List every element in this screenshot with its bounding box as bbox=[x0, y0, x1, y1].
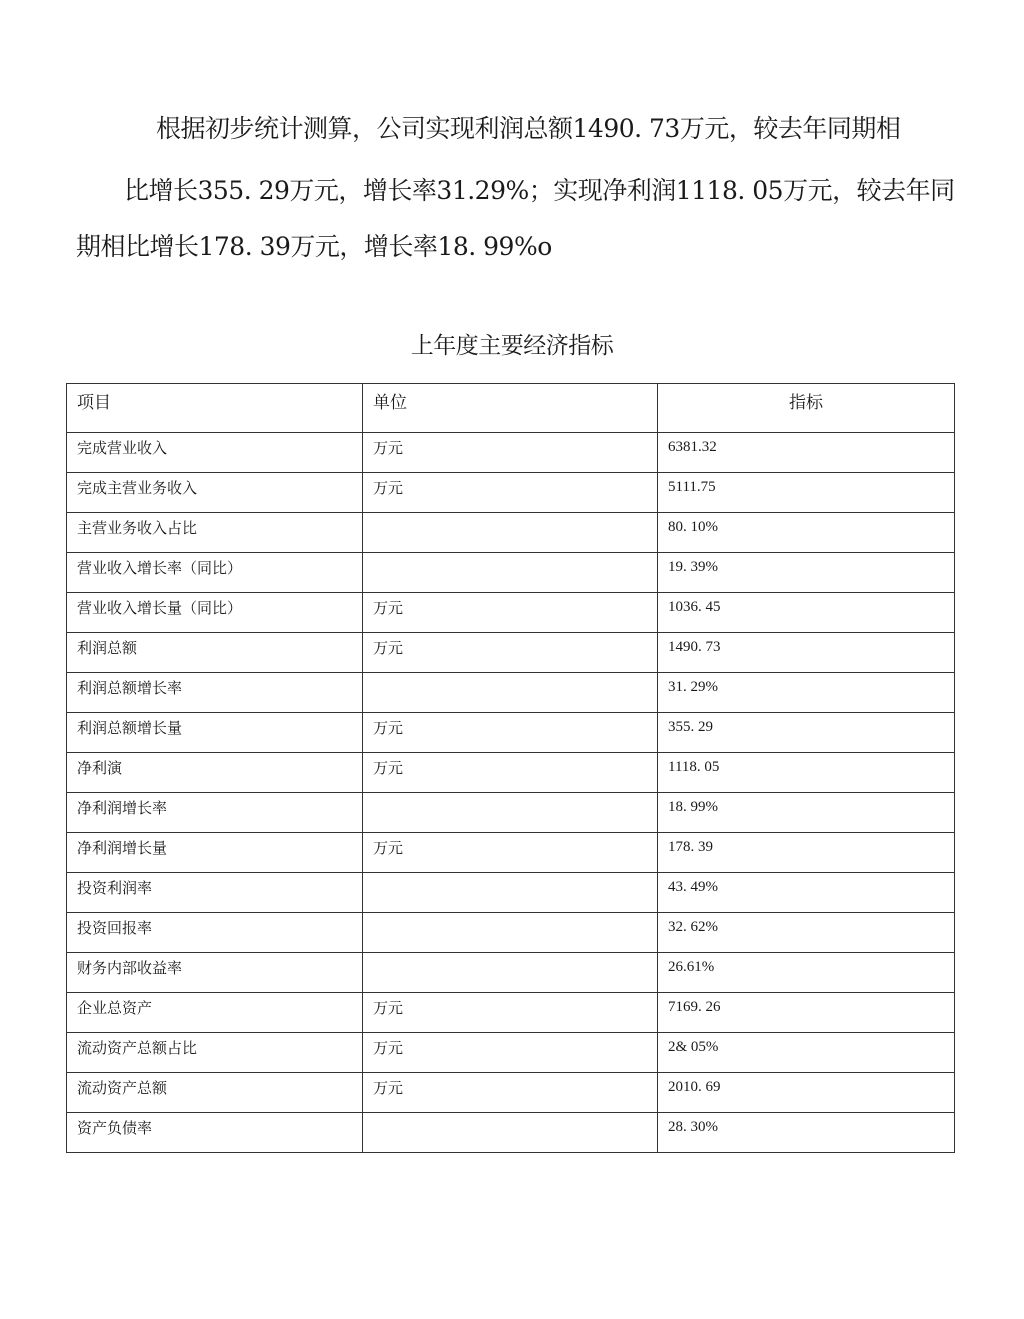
table-row bbox=[67, 673, 955, 713]
row-unit-cell bbox=[363, 793, 658, 833]
table-row bbox=[67, 873, 955, 913]
row-value-cell: 31. 29% bbox=[658, 673, 955, 713]
row-item-cell: 流动资产总额 bbox=[67, 1073, 363, 1113]
row-unit-cell bbox=[363, 513, 658, 553]
row-value-cell: 1036. 45 bbox=[658, 593, 955, 633]
table-row bbox=[67, 913, 955, 953]
table-row bbox=[67, 553, 955, 593]
row-value-cell: 32. 62% bbox=[658, 913, 955, 953]
row-item-cell: 投资利润率 bbox=[67, 873, 363, 913]
table-row bbox=[67, 1113, 955, 1153]
table-row bbox=[67, 753, 955, 793]
table-row bbox=[67, 593, 955, 633]
table-row bbox=[67, 993, 955, 1033]
header-item: 项目 bbox=[67, 384, 363, 433]
row-item-cell: 流动资产总额占比 bbox=[67, 1033, 363, 1073]
table-row bbox=[67, 953, 955, 993]
row-unit-cell: 万元 bbox=[363, 993, 658, 1033]
row-unit-cell: 万元 bbox=[363, 833, 658, 873]
table-row bbox=[67, 833, 955, 873]
row-value-cell: 355. 29 bbox=[658, 713, 955, 753]
table-row bbox=[67, 1033, 955, 1073]
row-item-cell: 财务内部收益率 bbox=[67, 953, 363, 993]
row-item-cell: 资产负债率 bbox=[67, 1113, 363, 1153]
row-value-cell: 26.61% bbox=[658, 953, 955, 993]
row-item-cell: 投资回报率 bbox=[67, 913, 363, 953]
table-row bbox=[67, 1073, 955, 1113]
row-item-cell: 净利润增长量 bbox=[67, 833, 363, 873]
row-value-cell: 18. 99% bbox=[658, 793, 955, 833]
row-unit-cell bbox=[363, 1113, 658, 1153]
row-value-cell: 5111.75 bbox=[658, 473, 955, 513]
table-row bbox=[67, 713, 955, 753]
row-unit-cell: 万元 bbox=[363, 433, 658, 473]
row-value-cell: 28. 30% bbox=[658, 1113, 955, 1153]
row-unit-cell: 万元 bbox=[363, 1033, 658, 1073]
table-header-row bbox=[67, 384, 955, 433]
row-item-cell: 完成营业收入 bbox=[67, 433, 363, 473]
row-unit-cell: 万元 bbox=[363, 633, 658, 673]
row-unit-cell bbox=[363, 873, 658, 913]
row-unit-cell bbox=[363, 913, 658, 953]
row-item-cell: 营业收入增长率（同比） bbox=[67, 553, 363, 593]
table-body bbox=[67, 433, 955, 1153]
row-value-cell: 1118. 05 bbox=[658, 753, 955, 793]
row-unit-cell: 万元 bbox=[363, 1073, 658, 1113]
economic-indicators-table bbox=[66, 383, 955, 1153]
row-value-cell: 80. 10% bbox=[658, 513, 955, 553]
row-unit-cell: 万元 bbox=[363, 713, 658, 753]
header-value: 指标 bbox=[658, 384, 955, 433]
row-value-cell: 43. 49% bbox=[658, 873, 955, 913]
row-unit-cell: 万元 bbox=[363, 593, 658, 633]
table-row bbox=[67, 633, 955, 673]
row-item-cell: 净利演 bbox=[67, 753, 363, 793]
header-unit: 单位 bbox=[363, 384, 658, 433]
row-unit-cell bbox=[363, 553, 658, 593]
row-value-cell: 19. 39% bbox=[658, 553, 955, 593]
row-value-cell: 7169. 26 bbox=[658, 993, 955, 1033]
table-row bbox=[67, 793, 955, 833]
summary-paragraph-line-1: 根据初步统计测算，公司实现利润总额1490. 73万元，较去年同期相 bbox=[156, 114, 901, 143]
row-value-cell: 1490. 73 bbox=[658, 633, 955, 673]
row-value-cell: 2010. 69 bbox=[658, 1073, 955, 1113]
table-row bbox=[67, 473, 955, 513]
row-item-cell: 利润总额增长率 bbox=[67, 673, 363, 713]
table-title: 上年度主要经济指标 bbox=[410, 333, 614, 359]
row-item-cell: 主营业务收入占比 bbox=[67, 513, 363, 553]
row-value-cell: 6381.32 bbox=[658, 433, 955, 473]
table-row bbox=[67, 433, 955, 473]
row-unit-cell: 万元 bbox=[363, 753, 658, 793]
table-row bbox=[67, 513, 955, 553]
summary-paragraph-line-2: 比增长355. 29万元，增长率31.29%；实现净利润1118. 05万元，较去年同 bbox=[124, 176, 955, 205]
row-item-cell: 企业总资产 bbox=[67, 993, 363, 1033]
row-unit-cell bbox=[363, 953, 658, 993]
row-item-cell: 利润总额增长量 bbox=[67, 713, 363, 753]
summary-paragraph-line-3: 期相比增长178. 39万元，增长率18. 99%o bbox=[76, 232, 552, 261]
row-value-cell: 2& 05% bbox=[658, 1033, 955, 1073]
row-item-cell: 营业收入增长量（同比） bbox=[67, 593, 363, 633]
row-unit-cell bbox=[363, 673, 658, 713]
row-item-cell: 利润总额 bbox=[67, 633, 363, 673]
row-item-cell: 净利润增长率 bbox=[67, 793, 363, 833]
row-unit-cell: 万元 bbox=[363, 473, 658, 513]
row-value-cell: 178. 39 bbox=[658, 833, 955, 873]
row-item-cell: 完成主营业务收入 bbox=[67, 473, 363, 513]
